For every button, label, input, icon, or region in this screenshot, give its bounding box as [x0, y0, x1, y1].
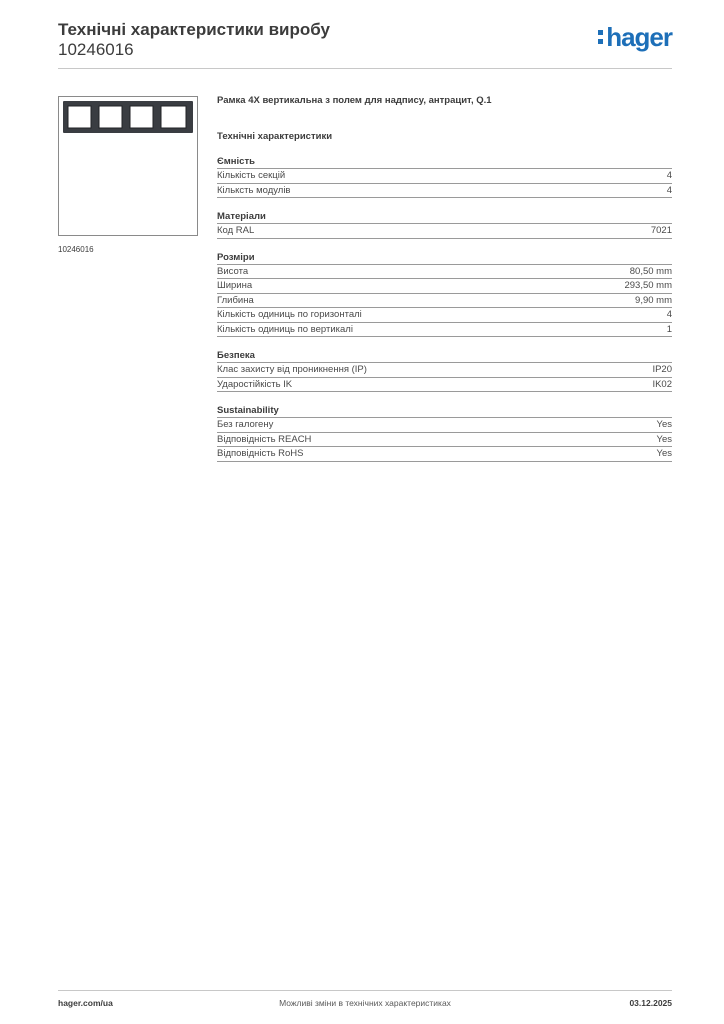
- spec-value: 1: [666, 323, 672, 335]
- product-name: Рамка 4X вертикальна з полем для надпису, антрацит, Q.1: [217, 95, 492, 106]
- logo-dots-icon: [598, 28, 604, 46]
- article-number: 10246016: [58, 40, 134, 59]
- spec-group: [217, 252, 672, 338]
- spec-group: [217, 405, 672, 462]
- hager-logo: [598, 22, 672, 53]
- spec-label: Глибина: [217, 294, 254, 306]
- spec-label: Висота: [217, 265, 249, 277]
- spec-value: 293,50 mm: [624, 280, 672, 291]
- product-image: [58, 96, 198, 236]
- spec-value: Yes: [656, 433, 672, 445]
- spec-value: IK02: [652, 378, 672, 390]
- spec-group-title: Ємність: [217, 156, 255, 167]
- spec-group-title: Матеріали: [217, 211, 266, 222]
- spec-value: IP20: [652, 364, 672, 375]
- spec-value: 7021: [650, 225, 672, 236]
- footer-website: hager.com/ua: [58, 998, 113, 1008]
- spec-rows: [217, 168, 672, 198]
- footer-date: 03.12.2025: [629, 998, 672, 1008]
- spec-value: 80,50 mm: [629, 265, 672, 277]
- spec-label: Кільксть модулів: [217, 184, 291, 196]
- spec-row: [217, 377, 672, 393]
- spec-row: [217, 307, 672, 322]
- image-caption: 10246016: [58, 245, 94, 254]
- spec-value: Yes: [656, 448, 672, 459]
- spec-row: [217, 417, 672, 432]
- spec-group: [217, 156, 672, 198]
- spec-row: [217, 432, 672, 447]
- logo-text: hager: [606, 22, 672, 52]
- spec-label: Код RAL: [217, 225, 255, 236]
- spec-row: [217, 223, 672, 239]
- spec-row: [217, 362, 672, 377]
- spec-row: [217, 264, 672, 279]
- spec-group-title: Безпека: [217, 350, 255, 361]
- frame-4x-icon: [59, 97, 197, 235]
- spec-label: Відповідність RoHS: [217, 448, 304, 459]
- spec-label: Ударостійкість IK: [217, 378, 293, 390]
- page-header: [58, 20, 672, 70]
- spec-label: Кількість одиниць по горизонталі: [217, 309, 362, 320]
- specs-title: Технічні характеристики: [217, 131, 333, 142]
- spec-row: [217, 446, 672, 462]
- footer-divider: [58, 990, 672, 991]
- spec-label: Без галогену: [217, 419, 274, 430]
- spec-group-title: Sustainability: [217, 405, 279, 416]
- spec-value: 4: [666, 184, 672, 196]
- spec-value: 4: [666, 170, 672, 181]
- footer-note: Можливі зміни в технічних характеристиках: [279, 998, 451, 1008]
- spec-rows: [217, 417, 672, 462]
- spec-value: 9,90 mm: [635, 294, 672, 306]
- page-footer: [58, 998, 672, 1010]
- spec-row: [217, 168, 672, 183]
- header-divider: [58, 68, 672, 69]
- spec-groups: [217, 156, 672, 462]
- spec-rows: [217, 362, 672, 392]
- spec-group-title: Розміри: [217, 251, 255, 263]
- spec-rows: [217, 264, 672, 338]
- spec-value: Yes: [656, 419, 672, 430]
- spec-row: [217, 183, 672, 199]
- spec-label: Ширина: [217, 280, 253, 291]
- spec-label: Кількість секцій: [217, 170, 286, 181]
- spec-group: [217, 350, 672, 392]
- page-title: Технічні характеристики виробу: [58, 20, 330, 39]
- spec-label: Клас захисту від проникнення (IP): [217, 364, 367, 375]
- specs-panel: [217, 95, 672, 462]
- spec-value: 4: [666, 309, 672, 320]
- spec-group: [217, 211, 672, 239]
- spec-label: Відповідність REACH: [217, 433, 312, 445]
- spec-label: Кількість одиниць по вертикалі: [217, 323, 353, 335]
- spec-row: [217, 322, 672, 338]
- spec-row: [217, 278, 672, 293]
- spec-rows: [217, 223, 672, 239]
- spec-row: [217, 293, 672, 308]
